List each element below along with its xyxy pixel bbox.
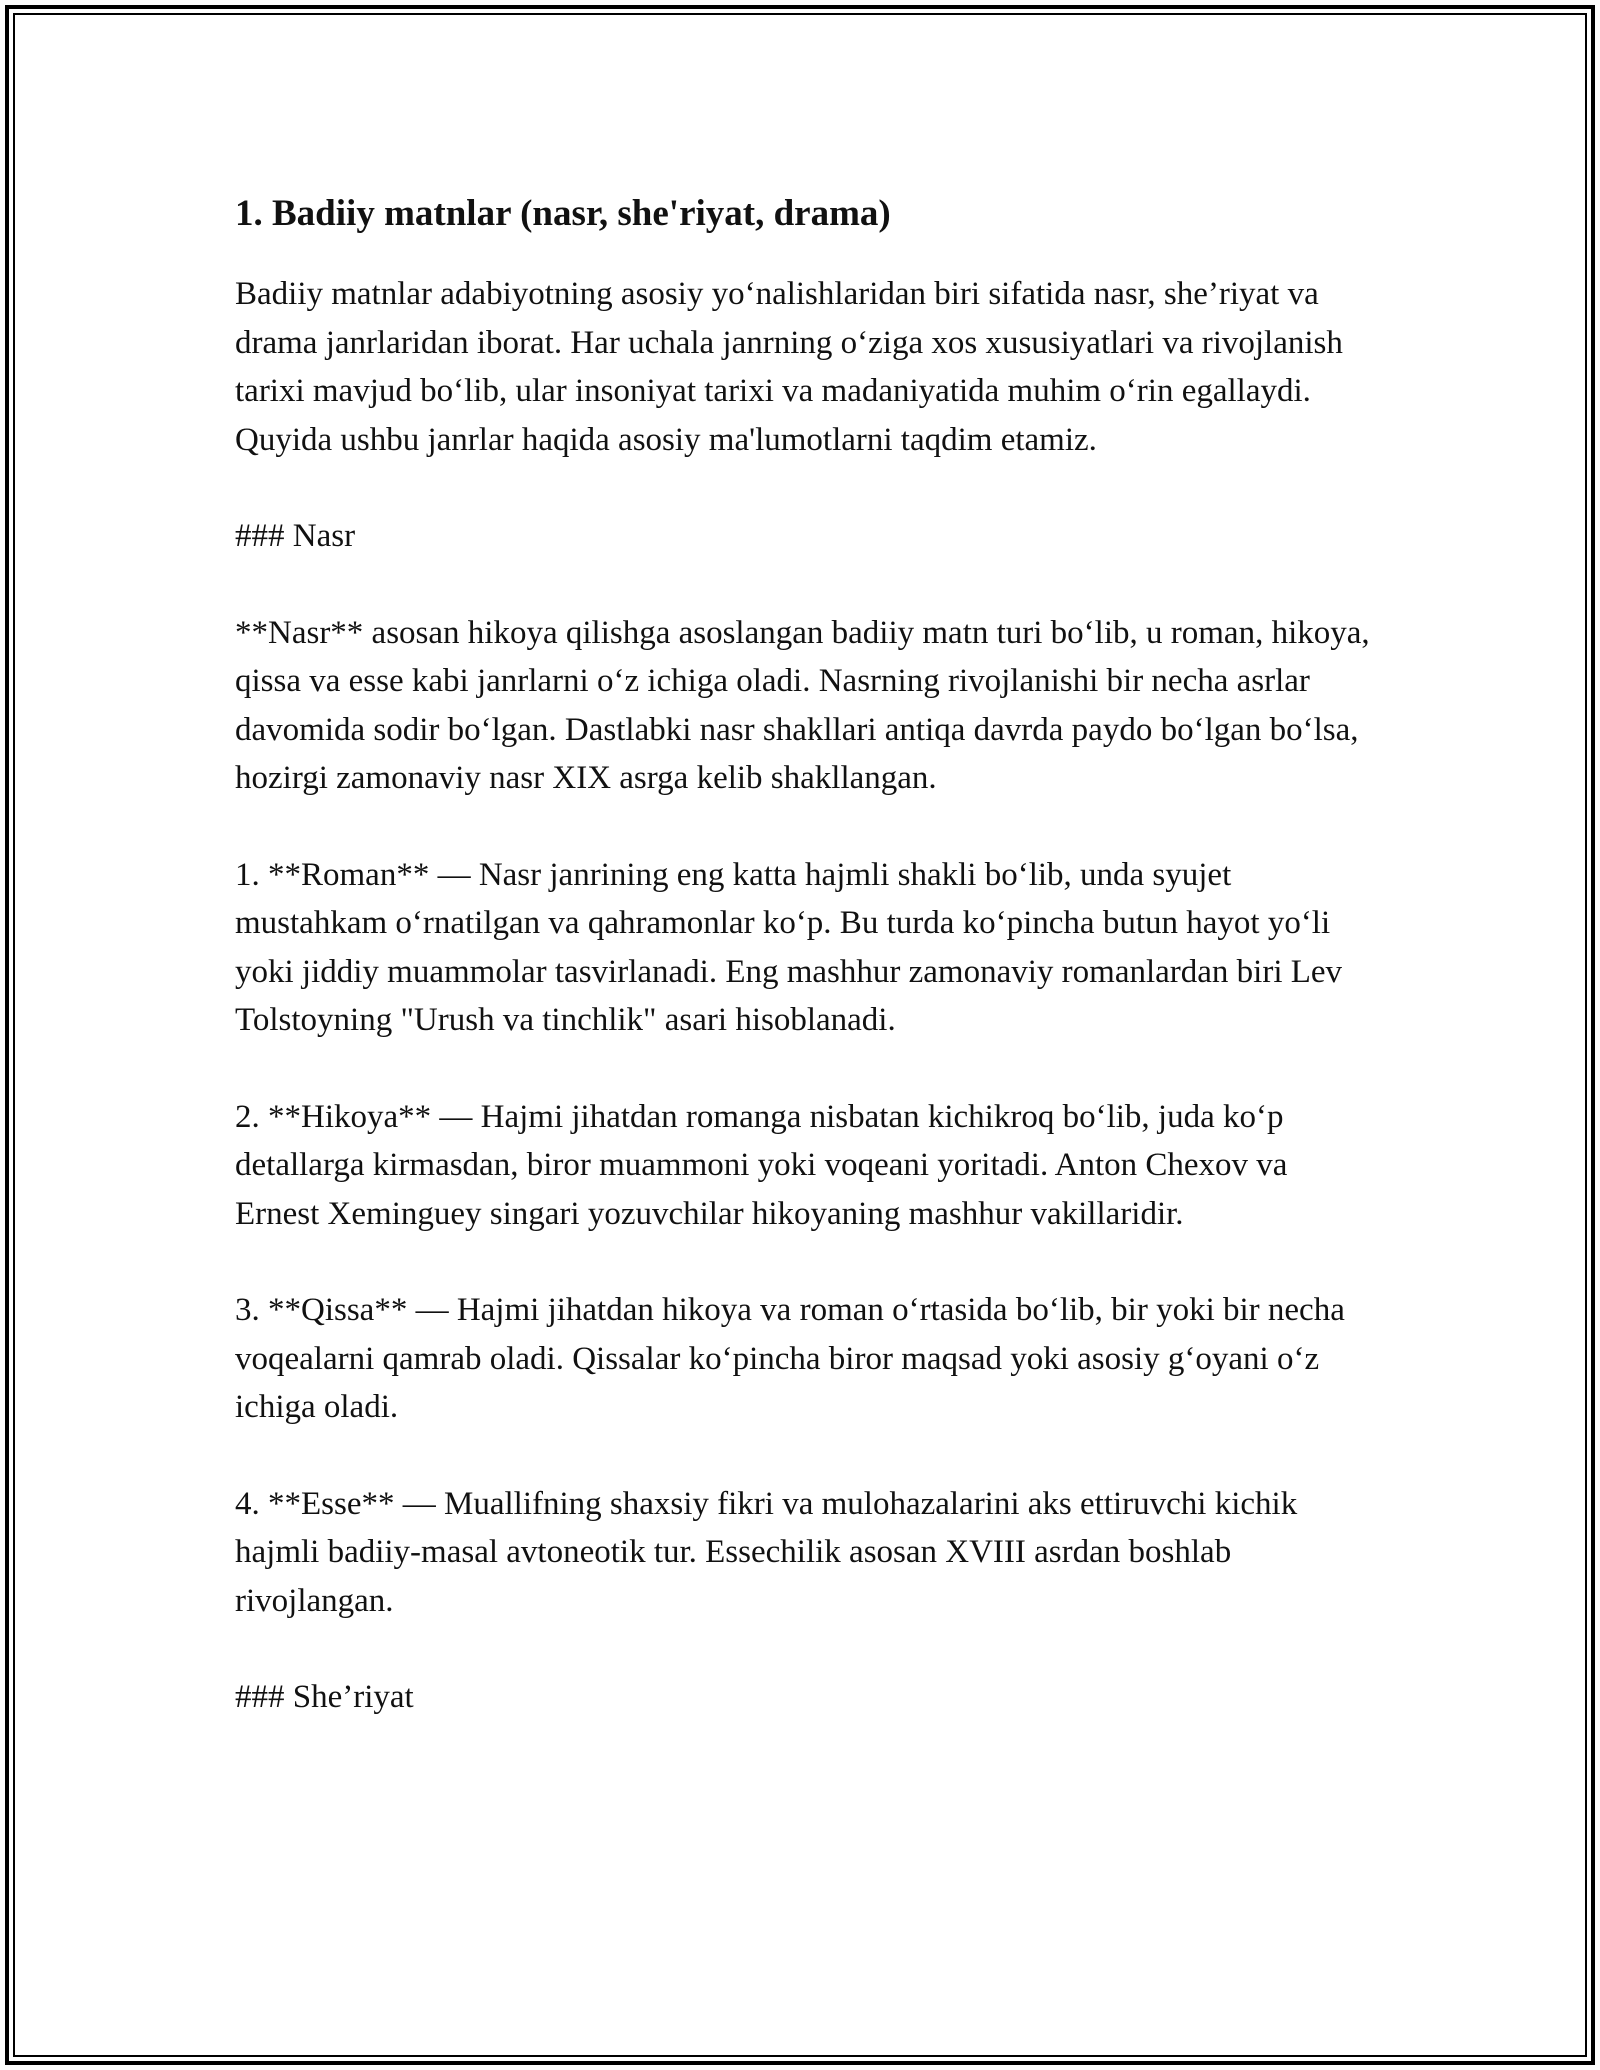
document-title: 1. Badiiy matnlar (nasr, she'riyat, drama) (235, 193, 891, 234)
nasr-paragraph: **Nasr** asosan hikoya qilishga asoslangan badiiy matn turi bo‘lib, u roman, hikoya, qissa va esse kabi janrlarni o‘z ichiga oladi. Nasrning rivojlanishi bir necha asrlar davomida sodir bo‘lgan. Dastlabki nasr shakllari antiqa davrda paydo bo‘lgan bo‘lsa, hozirgi zamonaviy nasr XIX asrga kelib shakllangan. (235, 614, 1370, 796)
section-heading-nasr: ### Nasr (235, 518, 356, 554)
list-item-hikoya: 2. **Hikoya** — Hajmi jihatdan romanga nisbatan kichikroq bo‘lib, juda ko‘p detallarga kirmasdan, biror muammoni yoki voqeani yoritadi. Anton Chexov va Ernest Xeminguey singari yozuvchilar hikoyaning mashhur vakillaridir. (235, 1098, 1288, 1232)
list-item-esse: 4. **Esse** — Muallifning shaxsiy fikri va mulohazalarini aks ettiruvchi kichik hajmli badiiy-masal avtoneotik tur. Essechilik asosan XVIII asrdan boshlab rivojlangan. (235, 1485, 1298, 1619)
document-body (235, 186, 1375, 1722)
list-item-qissa: 3. **Qissa** — Hajmi jihatdan hikoya va roman o‘rtasida bo‘lib, bir yoki bir necha voqealarni qamrab oladi. Qissalar ko‘pincha biror maqsad yoki asosiy g‘oyani o‘z ichiga oladi. (235, 1292, 1345, 1425)
list-item-roman: 1. **Roman** — Nasr janrining eng katta hajmli shakli bo‘lib, unda syujet mustahkam o‘rnatilgan va qahramonlar ko‘p. Bu turda ko‘pincha butun hayot yo‘li yoki jiddiy muammolar tasvirlanadi. Eng mashhur zamonaviy romanlardan biri Lev Tolstoyning "Urush va tinchlik" asari hisoblanadi. (235, 856, 1343, 1038)
intro-paragraph: Badiiy matnlar adabiyotning asosiy yo‘nalishlaridan biri sifatida nasr, she’riyat va drama janrlaridan iborat. Har uchala janrning o‘ziga xos xususiyatlari va rivojlanish tarixi mavjud bo‘lib, ular insoniyat tarixi va madaniyatida muhim o‘rin egallaydi. Quyida ushbu janrlar haqida asosiy ma'lumotlarni taqdim etamiz. (235, 276, 1343, 458)
section-heading-sheriyat: ### She’riyat (235, 1679, 414, 1715)
